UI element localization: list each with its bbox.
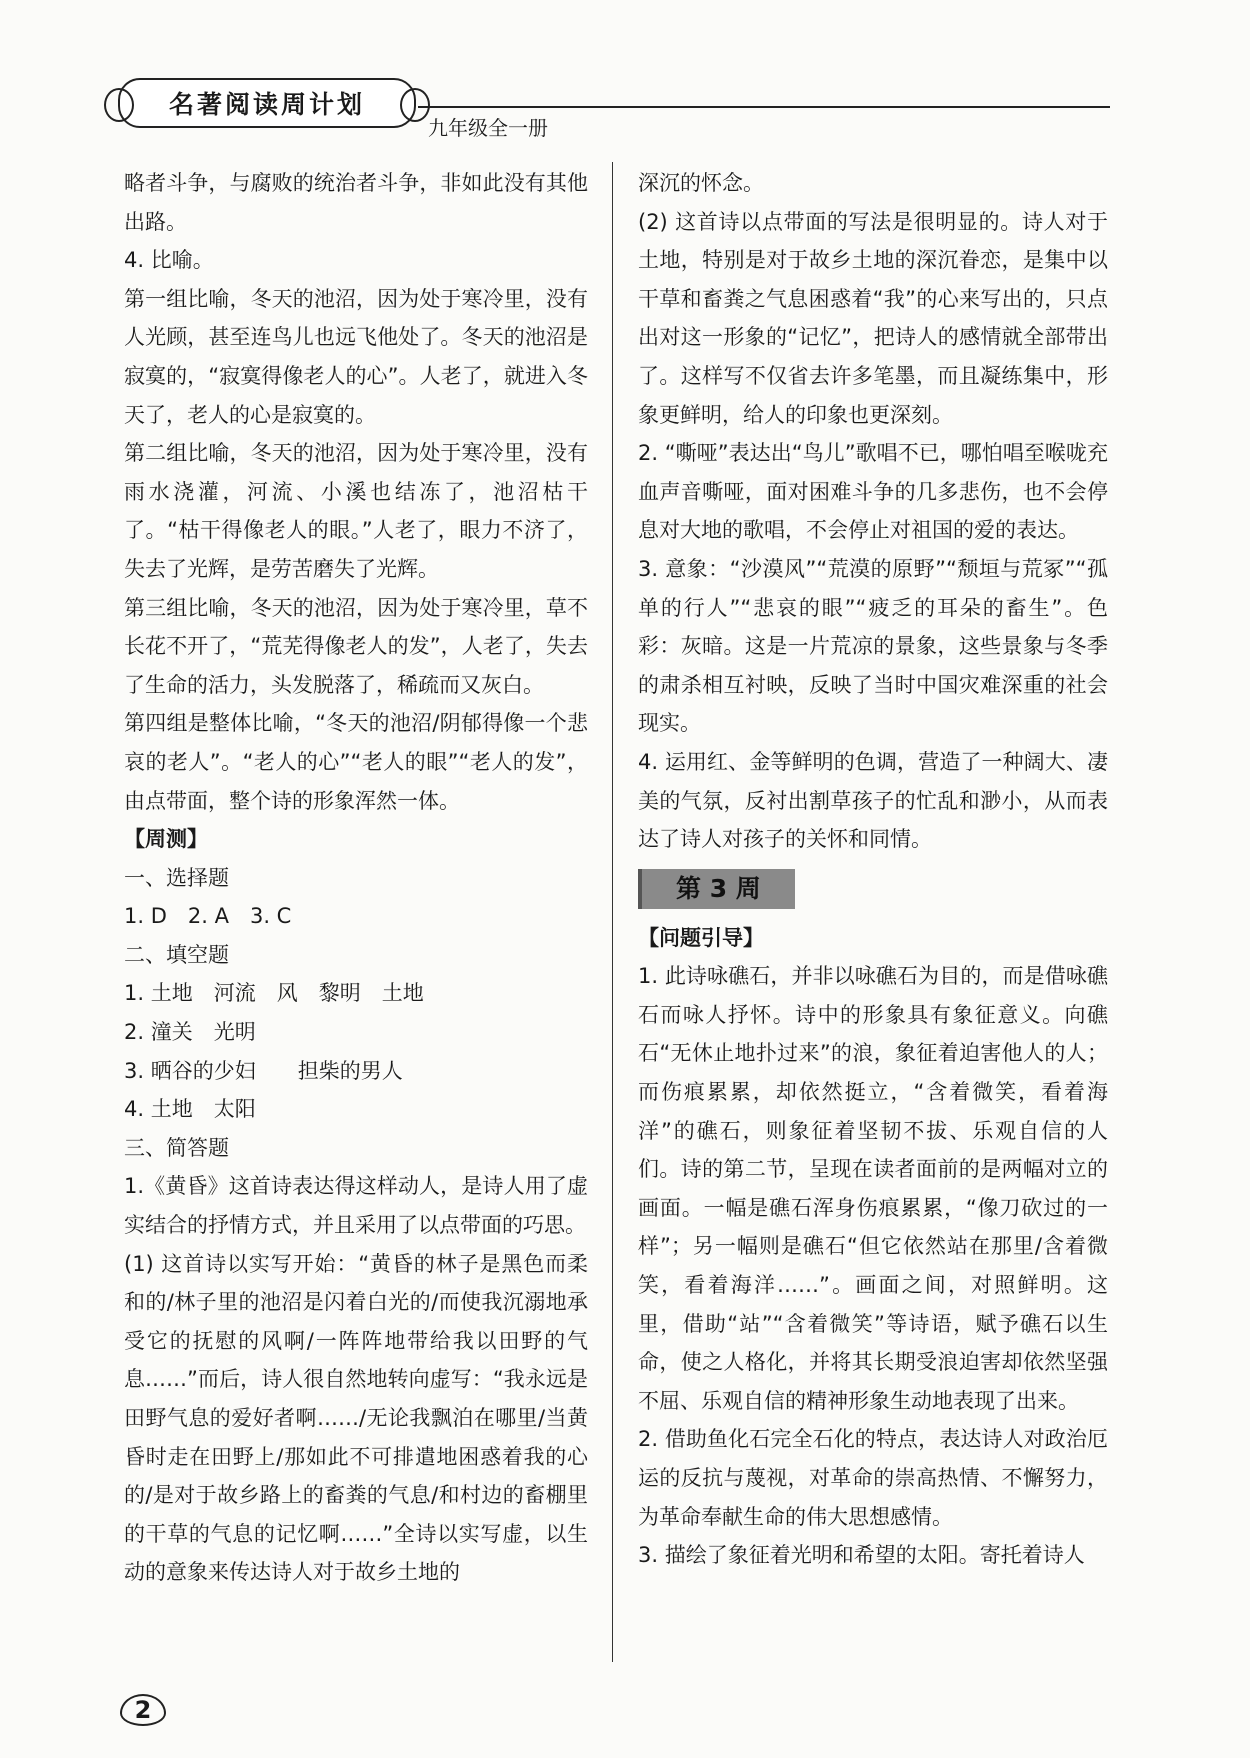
paragraph: (2) 这首诗以点带面的写法是很明显的。诗人对于土地，特别是对于故乡土地的深沉眷恋，是集中以干草和畜粪之气息困惑着“我”的心来写出的，只点出对这一形象的“记忆”，把诗人的感情就全部带出了。这样写不仅省去许多笔墨，而且凝练集中，形象更鲜明，给人的印象也更深刻。 [638,209,1108,427]
paragraph: (1) 这首诗以实写开始：“黄昏的林子是黑色而柔和的/林子里的池沼是闪着白光的/而使我沉溺地承受它的抚慰的风啊/一阵阵地带给我以田野的气息……”而后，诗人很自然地转向虚写：“我永远是田野气息的爱好者啊……/无论我飘泊在哪里/当黄昏时走在田野上/那如此不可排遣地困惑着我的心的/是对于故乡路上的畜粪的气息/和村边的畜棚里的干草的气息的记忆啊……”全诗以实写虚，以生动的意象来传达诗人对于故乡土地的 [124,1251,588,1585]
left-column [124,164,588,1592]
paragraph: 深沉的怀念。 [638,171,764,195]
paragraph: 1.《黄昏》这首诗表达得这样动人，是诗人用了虚实结合的抒情方式，并且采用了以点带面的巧思。 [124,1174,588,1238]
paragraph: 4. 运用红、金等鲜明的色调，营造了一种阔大、凄美的气氛，反衬出割草孩子的忙乱和渺小，从而表达了诗人对孩子的关怀和同情。 [638,749,1108,852]
answer-line: 3. 晒谷的少妇 担柴的男人 [124,1058,403,1083]
right-column [638,164,1108,1575]
section-heading-question-guide: 【问题引导】 [638,925,764,950]
paragraph: 第四组是整体比喻，“冬天的池沼/阴郁得像一个悲哀的老人”。“老人的心”“老人的眼”“老人的发”，由点带面，整个诗的形象浑然一体。 [124,711,588,813]
paragraph: 3. 意象：“沙漠风”“荒漠的原野”“颓垣与荒冢”“孤单的行人”“悲哀的眼”“疲乏的耳朵的畜生”。色彩：灰暗。这是一片荒凉的景象，这些景象与冬季的肃杀相互衬映，反映了当时中国灾难深重的社会现实。 [638,556,1108,736]
page-header [118,76,1110,140]
paragraph: 第二组比喻，冬天的池沼，因为处于寒冷里，没有雨水浇灌，河流、小溪也结冻了，池沼枯干了。“枯干得像老人的眼。”人老了，眼力不济了，失去了光辉，是劳苦磨失了光辉。 [124,441,588,581]
header-rule [418,106,1110,108]
answer-line: 4. 土地 太阳 [124,1097,256,1122]
subheading: 一、选择题 [124,865,229,890]
paragraph: 2. “嘶哑”表达出“鸟儿”歌唱不已，哪怕唱至喉咙充血声音嘶哑，面对困难斗争的几多悲伤，也不会停息对大地的歌唱，不会停止对祖国的爱的表达。 [638,441,1108,543]
subheading: 三、简答题 [124,1135,229,1160]
answer-line: 1. D 2. A 3. C [124,904,292,929]
paragraph: 1. 此诗咏礁石，并非以咏礁石为目的，而是借咏礁石而咏人抒怀。诗中的形象具有象征意义。向礁石“无休止地扑过来”的浪，象征着迫害他人的人；而伤痕累累，却依然挺立，“含着微笑，看着海洋”的礁石，则象征着坚韧不拔、乐观自信的人们。诗的第二节，呈现在读者面前的是两幅对立的画面。一幅是礁石浑身伤痕累累，“像刀砍过的一样”；另一幅则是礁石“但它依然站在那里/含着微笑，看着海洋……”。画面之间，对照鲜明。这里，借助“站”“含着微笑”等诗语，赋予礁石以生命，使之人格化，并将其长期受浪迫害却依然坚强不屈、乐观自信的精神形象生动地表现了出来。 [638,964,1108,1413]
paragraph: 略者斗争，与腐败的统治者斗争，非如此没有其他出路。 [124,171,588,234]
section-heading-weekly-test: 【周测】 [124,827,208,852]
series-logo [118,78,416,128]
paragraph: 4. 比喻。 [124,248,214,273]
book-subtitle: 九年级全一册 [428,116,548,140]
page-number: 2 [120,1694,166,1726]
answer-line: 2. 潼关 光明 [124,1020,256,1045]
answer-line: 1. 土地 河流 风 黎明 土地 [124,981,424,1006]
paragraph: 第三组比喻，冬天的池沼，因为处于寒冷里，草不长花不开了，“荒芜得像老人的发”，人老了，失去了生命的活力，头发脱落了，稀疏而又灰白。 [124,595,588,697]
series-title: 名著阅读周计划 [168,90,365,119]
paragraph: 第一组比喻，冬天的池沼，因为处于寒冷里，没有人光顾，甚至连鸟儿也远飞他处了。冬天的池沼是寂寞的，“寂寞得像老人的心”。人老了，就进入冬天了，老人的心是寂寞的。 [124,286,588,427]
paragraph: 3. 描绘了象征着光明和希望的太阳。寄托着诗人 [638,1543,1085,1568]
paragraph: 2. 借助鱼化石完全石化的特点，表达诗人对政治厄运的反抗与蔑视，对革命的崇高热情、不懈努力，为革命奉献生命的伟大思想感情。 [638,1427,1108,1529]
column-divider [612,162,613,1662]
week-3-title: 第 3 周 [638,869,795,909]
subheading: 二、填空题 [124,942,229,967]
